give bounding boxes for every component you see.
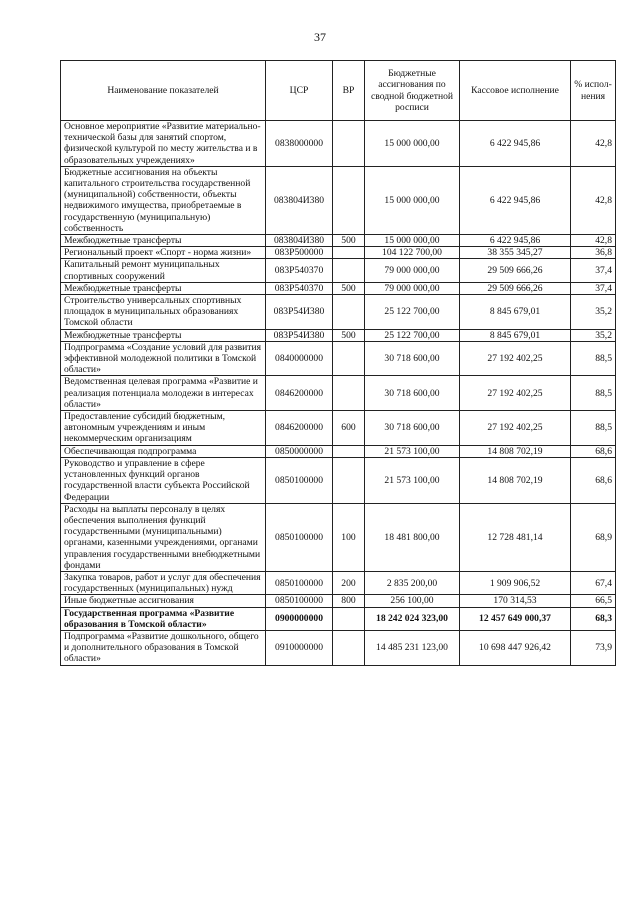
- table-row: [61, 411, 616, 446]
- row-vr: [333, 259, 365, 282]
- row-budget: 2 835 200,00: [365, 571, 460, 594]
- row-csr: 0850100000: [266, 457, 333, 503]
- budget-execution-table: [60, 60, 616, 666]
- row-budget: 18 481 800,00: [365, 503, 460, 571]
- row-csr: 083P540370: [266, 282, 333, 294]
- row-csr: 0850100000: [266, 571, 333, 594]
- row-name: Предоставление субсидий бюджетным, автономным учреждениям и иным некоммерческим организациям: [61, 411, 266, 446]
- row-budget: 25 122 700,00: [365, 295, 460, 330]
- table-row: [61, 457, 616, 503]
- row-csr: 0846200000: [266, 411, 333, 446]
- table-row: [61, 259, 616, 282]
- row-cash: 27 192 402,25: [460, 376, 571, 411]
- row-csr: 083804И380: [266, 166, 333, 234]
- row-budget: 21 573 100,00: [365, 445, 460, 457]
- row-budget: 14 485 231 123,00: [365, 630, 460, 665]
- row-budget: 79 000 000,00: [365, 282, 460, 294]
- row-cash: 29 509 666,26: [460, 282, 571, 294]
- row-cash: 170 314,53: [460, 595, 571, 607]
- row-name: Подпрограмма «Создание условий для развития эффективной молодежной политики в Томской области»: [61, 341, 266, 376]
- row-cash: 14 808 702,19: [460, 457, 571, 503]
- row-csr: 083P540370: [266, 259, 333, 282]
- row-name: Руководство и управление в сфере установленных функций органов государственной власти субъекта Российской Федерации: [61, 457, 266, 503]
- header-pct: % испол-нения: [571, 61, 616, 121]
- row-vr: 800: [333, 595, 365, 607]
- row-name: Межбюджетные трансферты: [61, 329, 266, 341]
- row-cash: 10 698 447 926,42: [460, 630, 571, 665]
- row-cash: 27 192 402,25: [460, 341, 571, 376]
- header-vr: ВР: [333, 61, 365, 121]
- table-row: [61, 595, 616, 607]
- row-budget: 25 122 700,00: [365, 329, 460, 341]
- row-csr: 0846200000: [266, 376, 333, 411]
- row-budget: 21 573 100,00: [365, 457, 460, 503]
- table-row: [61, 247, 616, 259]
- row-csr: 083P54И380: [266, 295, 333, 330]
- row-vr: 100: [333, 503, 365, 571]
- row-pct: 42,8: [571, 166, 616, 234]
- row-cash: 27 192 402,25: [460, 411, 571, 446]
- row-name: Межбюджетные трансферты: [61, 235, 266, 247]
- row-vr: [333, 457, 365, 503]
- row-vr: [333, 295, 365, 330]
- row-cash: 8 845 679,01: [460, 329, 571, 341]
- row-csr: 0910000000: [266, 630, 333, 665]
- row-pct: 73,9: [571, 630, 616, 665]
- header-cash: Кассовое исполнение: [460, 61, 571, 121]
- table-row: [61, 607, 616, 630]
- row-name: Капитальный ремонт муниципальных спортивных сооружений: [61, 259, 266, 282]
- row-budget: 15 000 000,00: [365, 235, 460, 247]
- table-row: [61, 329, 616, 341]
- table-row: [61, 166, 616, 234]
- row-vr: 600: [333, 411, 365, 446]
- row-csr: 0850100000: [266, 595, 333, 607]
- row-cash: 12 457 649 000,37: [460, 607, 571, 630]
- page-number: 37: [314, 30, 326, 44]
- row-vr: [333, 376, 365, 411]
- row-csr: 0900000000: [266, 607, 333, 630]
- row-budget: 30 718 600,00: [365, 341, 460, 376]
- row-csr: 0850000000: [266, 445, 333, 457]
- row-pct: 42,8: [571, 235, 616, 247]
- row-cash: 12 728 481,14: [460, 503, 571, 571]
- row-budget: 30 718 600,00: [365, 411, 460, 446]
- table-row: [61, 376, 616, 411]
- row-csr: 0840000000: [266, 341, 333, 376]
- row-cash: 6 422 945,86: [460, 235, 571, 247]
- row-vr: [333, 607, 365, 630]
- row-cash: 8 845 679,01: [460, 295, 571, 330]
- row-name: Иные бюджетные ассигнования: [61, 595, 266, 607]
- row-csr: 083804И380: [266, 235, 333, 247]
- row-cash: 1 909 906,52: [460, 571, 571, 594]
- row-pct: 68,6: [571, 457, 616, 503]
- row-name: Основное мероприятие «Развитие материально-технической базы для занятий спортом, физической культурой по месту жительства и в образовательных учреждениях»: [61, 121, 266, 167]
- row-cash: 6 422 945,86: [460, 166, 571, 234]
- row-pct: 37,4: [571, 282, 616, 294]
- row-budget: 256 100,00: [365, 595, 460, 607]
- row-vr: [333, 121, 365, 167]
- row-pct: 68,3: [571, 607, 616, 630]
- row-name: Обеспечивающая подпрограмма: [61, 445, 266, 457]
- row-pct: 35,2: [571, 295, 616, 330]
- table-row: [61, 295, 616, 330]
- row-name: Ведомственная целевая программа «Развитие и реализация потенциала молодежи в интересах области»: [61, 376, 266, 411]
- row-vr: [333, 247, 365, 259]
- row-name: Региональный проект «Спорт - норма жизни»: [61, 247, 266, 259]
- row-cash: 14 808 702,19: [460, 445, 571, 457]
- row-pct: 68,9: [571, 503, 616, 571]
- row-pct: 66,5: [571, 595, 616, 607]
- row-pct: 67,4: [571, 571, 616, 594]
- row-name: Закупка товаров, работ и услуг для обеспечения государственных (муниципальных) нужд: [61, 571, 266, 594]
- row-pct: 88,5: [571, 411, 616, 446]
- row-vr: [333, 166, 365, 234]
- row-pct: 42,8: [571, 121, 616, 167]
- table-row: [61, 235, 616, 247]
- row-vr: [333, 630, 365, 665]
- row-name: Государственная программа «Развитие образования в Томской области»: [61, 607, 266, 630]
- table-row: [61, 630, 616, 665]
- row-csr: 083P54И380: [266, 329, 333, 341]
- row-name: Бюджетные ассигнования на объекты капитального строительства государственной (муниципальной) собственности, объекты недвижимого имущества, приобретаемые в государственную (муниципальную) собственность: [61, 166, 266, 234]
- row-name: Расходы на выплаты персоналу в целях обеспечения выполнения функций государственными (муниципальными) органами, казенными учреждениями, органами управления государственными внебюджетными фондами: [61, 503, 266, 571]
- table-row: [61, 503, 616, 571]
- row-pct: 88,5: [571, 341, 616, 376]
- row-pct: 88,5: [571, 376, 616, 411]
- row-name: Подпрограмма «Развитие дошкольного, общего и дополнительного образования в Томской области»: [61, 630, 266, 665]
- row-budget: 30 718 600,00: [365, 376, 460, 411]
- header-csr: ЦСР: [266, 61, 333, 121]
- row-pct: 68,6: [571, 445, 616, 457]
- row-cash: 38 355 345,27: [460, 247, 571, 259]
- row-vr: 500: [333, 329, 365, 341]
- row-name: Строительство универсальных спортивных площадок в муниципальных образованиях Томской области: [61, 295, 266, 330]
- row-cash: 29 509 666,26: [460, 259, 571, 282]
- row-vr: 500: [333, 235, 365, 247]
- table-header-row: [61, 61, 616, 121]
- table-row: [61, 121, 616, 167]
- header-budget: Бюджетные ассигнования по сводной бюджетной росписи: [365, 61, 460, 121]
- row-csr: 0838000000: [266, 121, 333, 167]
- row-budget: 79 000 000,00: [365, 259, 460, 282]
- row-pct: 35,2: [571, 329, 616, 341]
- row-pct: 36,8: [571, 247, 616, 259]
- row-csr: 0850100000: [266, 503, 333, 571]
- table-row: [61, 445, 616, 457]
- table-row: [61, 341, 616, 376]
- row-budget: 15 000 000,00: [365, 166, 460, 234]
- row-vr: [333, 341, 365, 376]
- row-budget: 15 000 000,00: [365, 121, 460, 167]
- row-pct: 37,4: [571, 259, 616, 282]
- row-vr: [333, 445, 365, 457]
- row-cash: 6 422 945,86: [460, 121, 571, 167]
- row-vr: 500: [333, 282, 365, 294]
- row-name: Межбюджетные трансферты: [61, 282, 266, 294]
- row-budget: 104 122 700,00: [365, 247, 460, 259]
- row-vr: 200: [333, 571, 365, 594]
- header-name: Наименование показателей: [61, 61, 266, 121]
- table-row: [61, 282, 616, 294]
- row-csr: 083P500000: [266, 247, 333, 259]
- table-row: [61, 571, 616, 594]
- row-budget: 18 242 024 323,00: [365, 607, 460, 630]
